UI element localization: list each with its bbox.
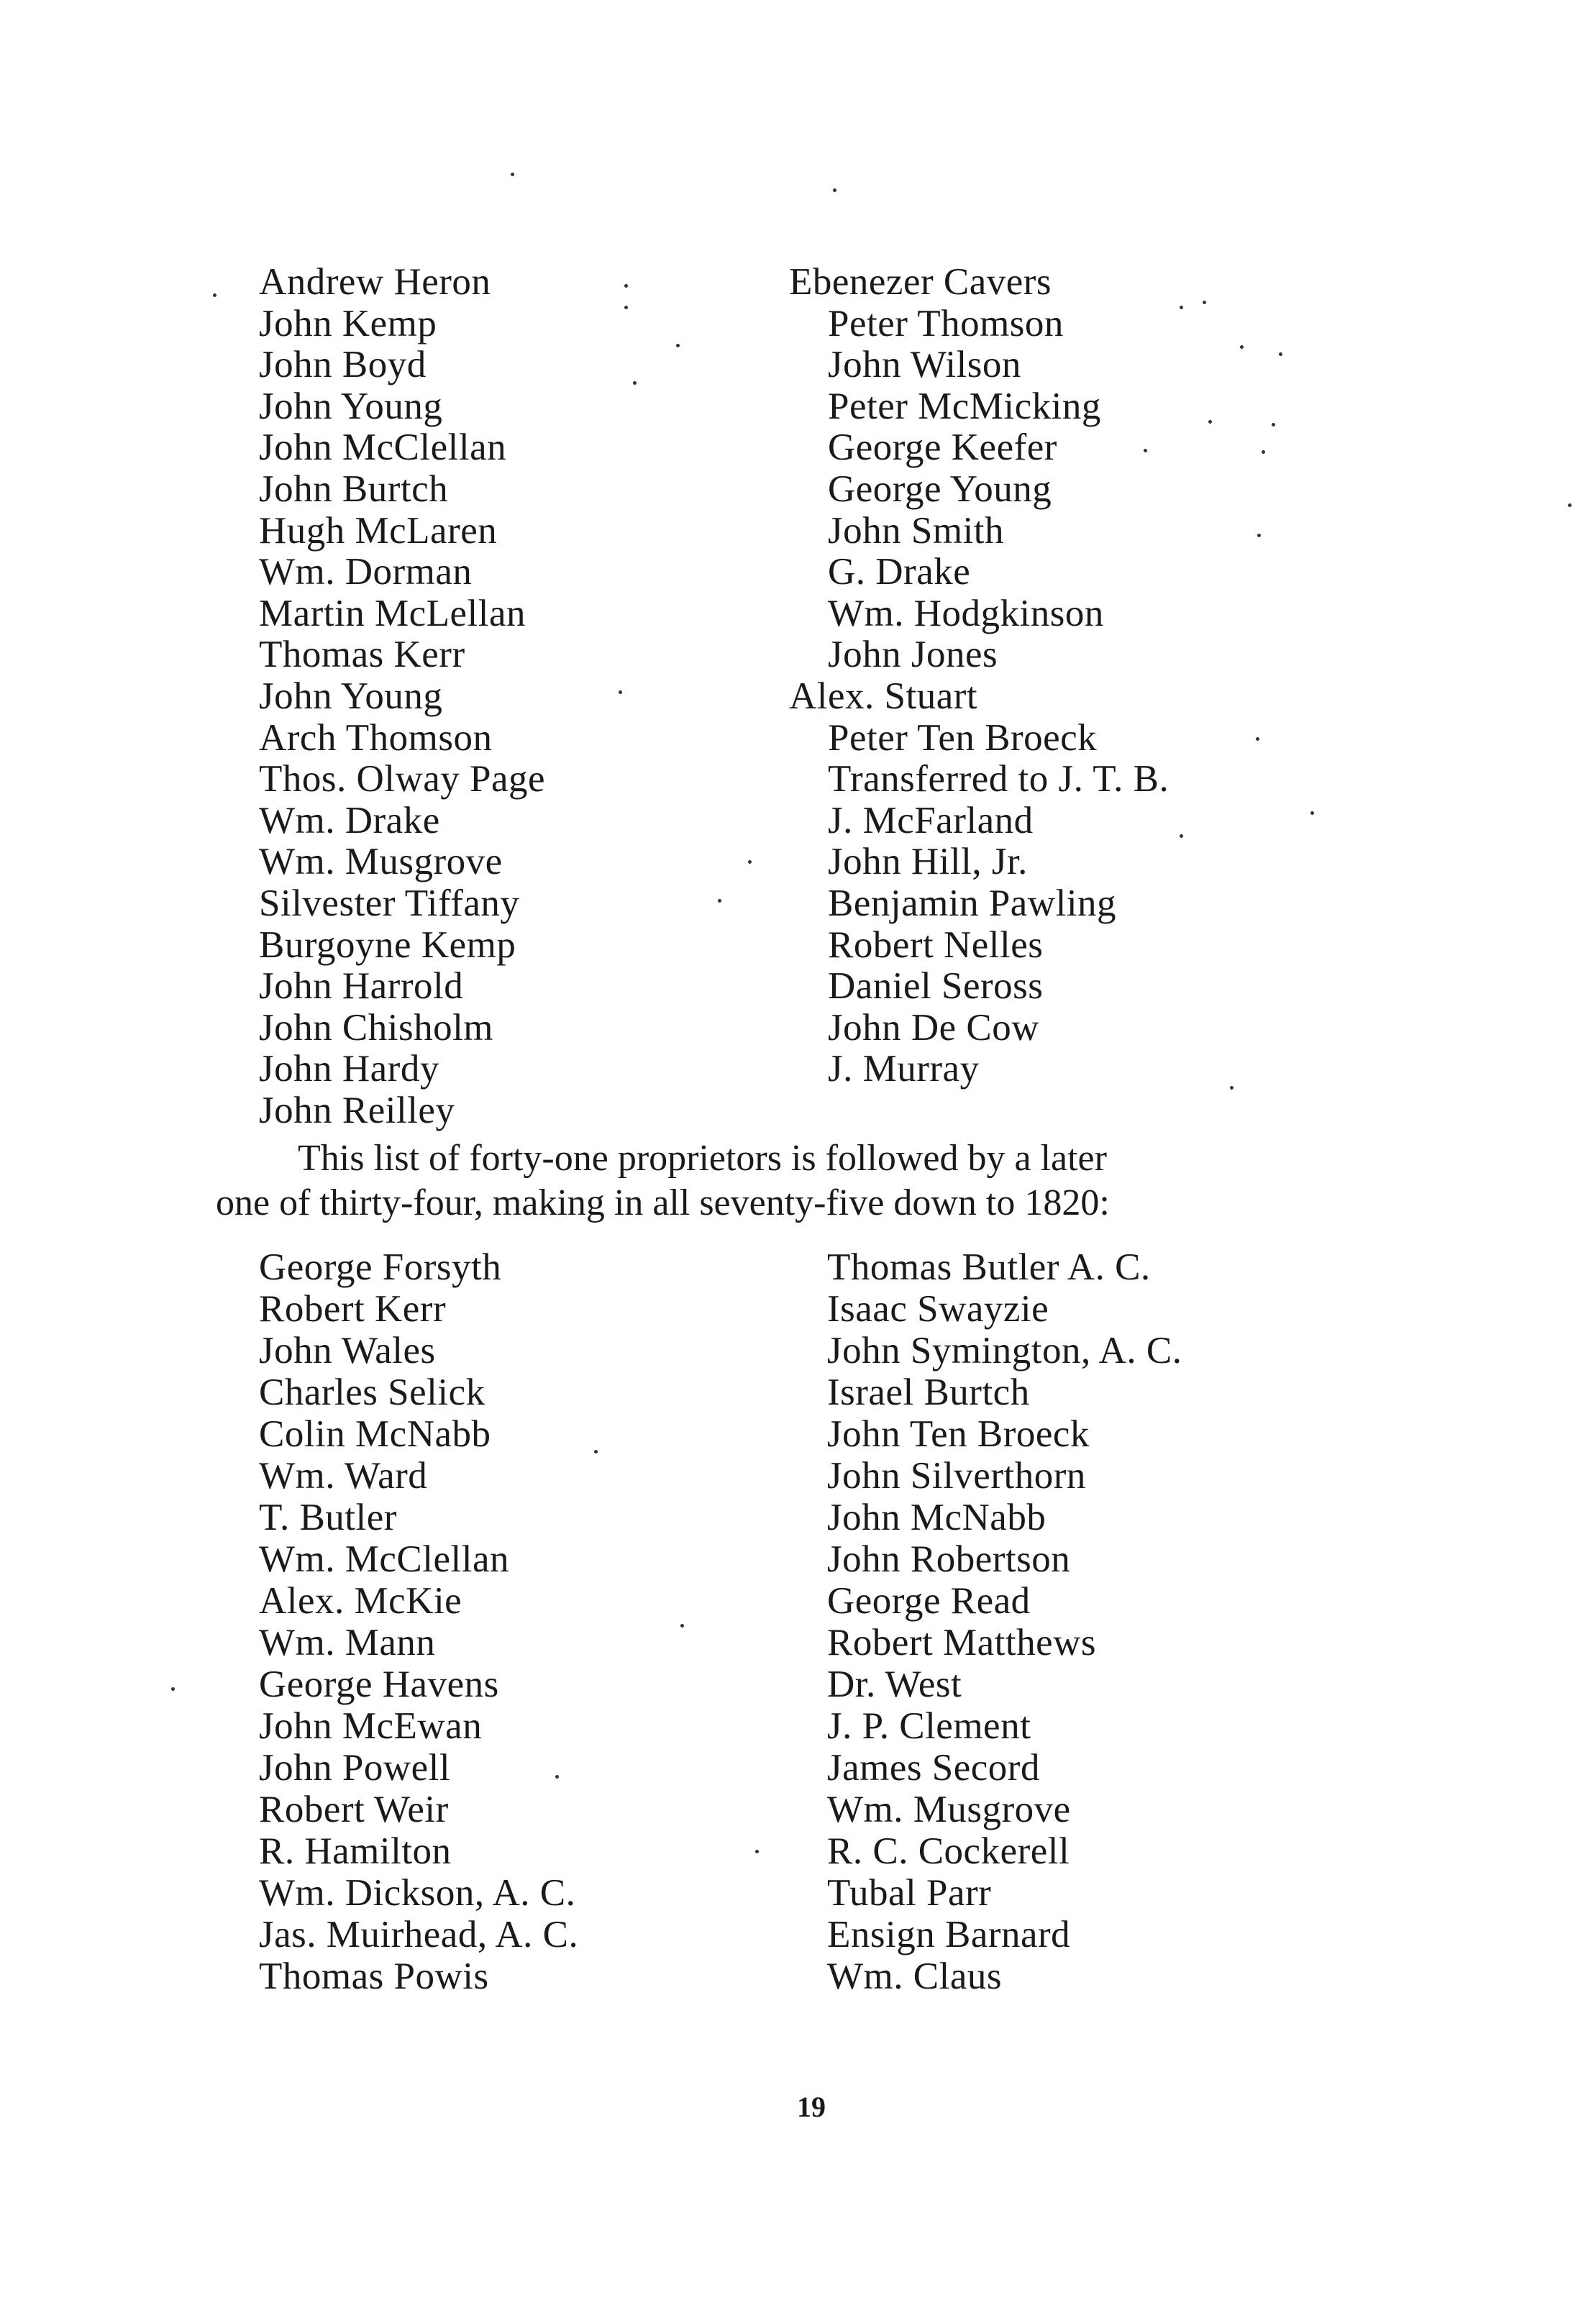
list-item: Thomas Kerr <box>259 634 465 676</box>
list-item: Wm. Ward <box>259 1455 428 1497</box>
scan-speck <box>624 306 628 309</box>
proprietors-list-2-right-column <box>827 1246 1182 1997</box>
scan-speck <box>1256 737 1259 741</box>
scan-speck <box>718 899 721 903</box>
list-item: Hugh McLaren <box>259 509 498 552</box>
list-item: John Robertson <box>827 1538 1071 1580</box>
list-item: John Hill, Jr. <box>828 841 1028 883</box>
body-paragraph <box>216 1136 1359 1226</box>
list-item: J. P. Clement <box>827 1705 1031 1747</box>
scan-speck <box>680 1624 684 1628</box>
list-item: Transferred to J. T. B. <box>828 758 1169 800</box>
scan-speck <box>833 188 836 192</box>
scan-speck <box>676 344 680 347</box>
list-item: John Boyd <box>259 344 427 386</box>
scan-speck <box>1272 423 1275 426</box>
list-item: Wm. Dickson, A. C. <box>259 1872 576 1914</box>
scan-speck <box>171 1687 175 1691</box>
list-item: Peter Thomson <box>828 302 1064 344</box>
scan-speck <box>1180 834 1183 838</box>
scan-speck <box>1230 1086 1234 1090</box>
list-item: T. Butler <box>259 1497 397 1538</box>
list-item: John Wales <box>259 1330 436 1372</box>
list-item: John Young <box>259 675 443 717</box>
list-item: John Powell <box>259 1747 451 1789</box>
list-item: Benjamin Pawling <box>828 882 1117 924</box>
list-item: Wm. Drake <box>259 799 440 841</box>
list-item: J. Murray <box>828 1048 980 1090</box>
list-item: George Read <box>827 1580 1031 1622</box>
scan-speck <box>555 1775 559 1779</box>
list-item: John De Cow <box>828 1006 1040 1049</box>
list-item: Daniel Seross <box>828 965 1044 1008</box>
list-item: Peter McMicking <box>828 385 1101 427</box>
scan-speck <box>1208 420 1212 424</box>
paragraph-line: one of thirty-four, making in all seventy-five down to 1820: <box>216 1182 1110 1223</box>
list-item: George Young <box>828 467 1052 510</box>
proprietors-list-1-left-column <box>259 262 545 1131</box>
paragraph-line: This list of forty-one proprietors is followed by a later <box>298 1138 1107 1179</box>
scan-speck <box>1180 306 1183 309</box>
list-item: George Havens <box>259 1663 499 1705</box>
proprietors-list-1-right-column <box>789 262 1169 1090</box>
list-item: Ensign Barnard <box>827 1914 1071 1955</box>
list-item: John Wilson <box>828 344 1021 386</box>
scan-speck <box>633 381 637 385</box>
list-item: George Forsyth <box>259 1246 502 1288</box>
list-item: Silvester Tiffany <box>259 882 520 924</box>
list-item: John Silverthorn <box>827 1455 1086 1497</box>
list-item: Wm. Mann <box>259 1622 436 1663</box>
list-item: John Kemp <box>259 302 437 344</box>
list-item: James Secord <box>827 1747 1040 1789</box>
list-item: John Harrold <box>259 965 464 1008</box>
list-item: Burgoyne Kemp <box>259 923 516 966</box>
list-item: Dr. West <box>827 1663 962 1705</box>
scan-speck <box>1279 352 1282 356</box>
list-item: J. McFarland <box>828 799 1034 841</box>
list-item: Martin McLellan <box>259 592 526 634</box>
list-item: John Ten Broeck <box>827 1413 1090 1455</box>
list-item: Isaac Swayzie <box>827 1288 1049 1330</box>
scan-speck <box>1257 534 1261 537</box>
scan-speck <box>748 860 752 864</box>
list-item: Thomas Butler A. C. <box>827 1246 1151 1288</box>
list-item: Wm. Claus <box>827 1955 1002 1997</box>
list-item: John Chisholm <box>259 1006 494 1049</box>
list-item: John Reilley <box>259 1089 455 1131</box>
list-item: Robert Nelles <box>828 923 1044 966</box>
list-item: John Hardy <box>259 1048 439 1090</box>
list-item: Tubal Parr <box>827 1872 992 1914</box>
list-item: John Burtch <box>259 467 449 510</box>
scan-speck <box>1240 345 1244 349</box>
list-item: John Young <box>259 385 443 427</box>
scan-speck <box>624 284 628 288</box>
list-item: John McNabb <box>827 1497 1046 1538</box>
list-item: Robert Kerr <box>259 1288 447 1330</box>
list-item: Robert Matthews <box>827 1622 1097 1663</box>
list-item: Wm. Musgrove <box>259 841 503 883</box>
list-item: Colin McNabb <box>259 1413 491 1455</box>
scan-speck <box>619 690 622 694</box>
list-item: Wm. Hodgkinson <box>828 592 1104 634</box>
list-item: Peter Ten Broeck <box>828 716 1098 759</box>
list-item: George Keefer <box>828 426 1057 469</box>
list-item: John Jones <box>828 634 998 676</box>
scan-speck <box>1568 503 1572 507</box>
list-item: Thomas Powis <box>259 1955 489 1997</box>
list-item: Wm. Dorman <box>259 551 473 593</box>
list-item: Arch Thomson <box>259 716 493 759</box>
list-item: R. C. Cockerell <box>827 1830 1070 1872</box>
list-item: Robert Weir <box>259 1789 449 1830</box>
scan-speck <box>1144 449 1147 452</box>
scan-speck <box>1203 301 1206 304</box>
list-item: John McClellan <box>259 426 507 469</box>
scan-speck <box>594 1450 598 1453</box>
proprietors-list-2-left-column <box>259 1246 578 1997</box>
list-item: Charles Selick <box>259 1372 485 1413</box>
list-item: Wm. Musgrove <box>827 1789 1071 1830</box>
scan-speck <box>755 1850 759 1853</box>
list-item: John Symington, A. C. <box>827 1330 1182 1372</box>
list-item: Jas. Muirhead, A. C. <box>259 1914 579 1955</box>
list-item: Thos. Olway Page <box>259 758 546 800</box>
scan-speck <box>511 173 514 176</box>
scan-speck <box>1262 450 1265 454</box>
list-item: Alex. Stuart <box>789 675 978 717</box>
list-item: R. Hamilton <box>259 1830 452 1872</box>
scan-speck <box>1310 811 1314 815</box>
scan-speck <box>213 293 216 297</box>
list-item: Alex. McKie <box>259 1580 462 1622</box>
list-item: G. Drake <box>828 551 971 593</box>
list-item: Wm. McClellan <box>259 1538 509 1580</box>
list-item: John Smith <box>828 509 1005 552</box>
page-number: 19 <box>797 2091 826 2123</box>
list-item: Israel Burtch <box>827 1372 1030 1413</box>
list-item: Ebenezer Cavers <box>789 261 1052 303</box>
list-item: John McEwan <box>259 1705 483 1747</box>
list-item: Andrew Heron <box>259 261 491 303</box>
